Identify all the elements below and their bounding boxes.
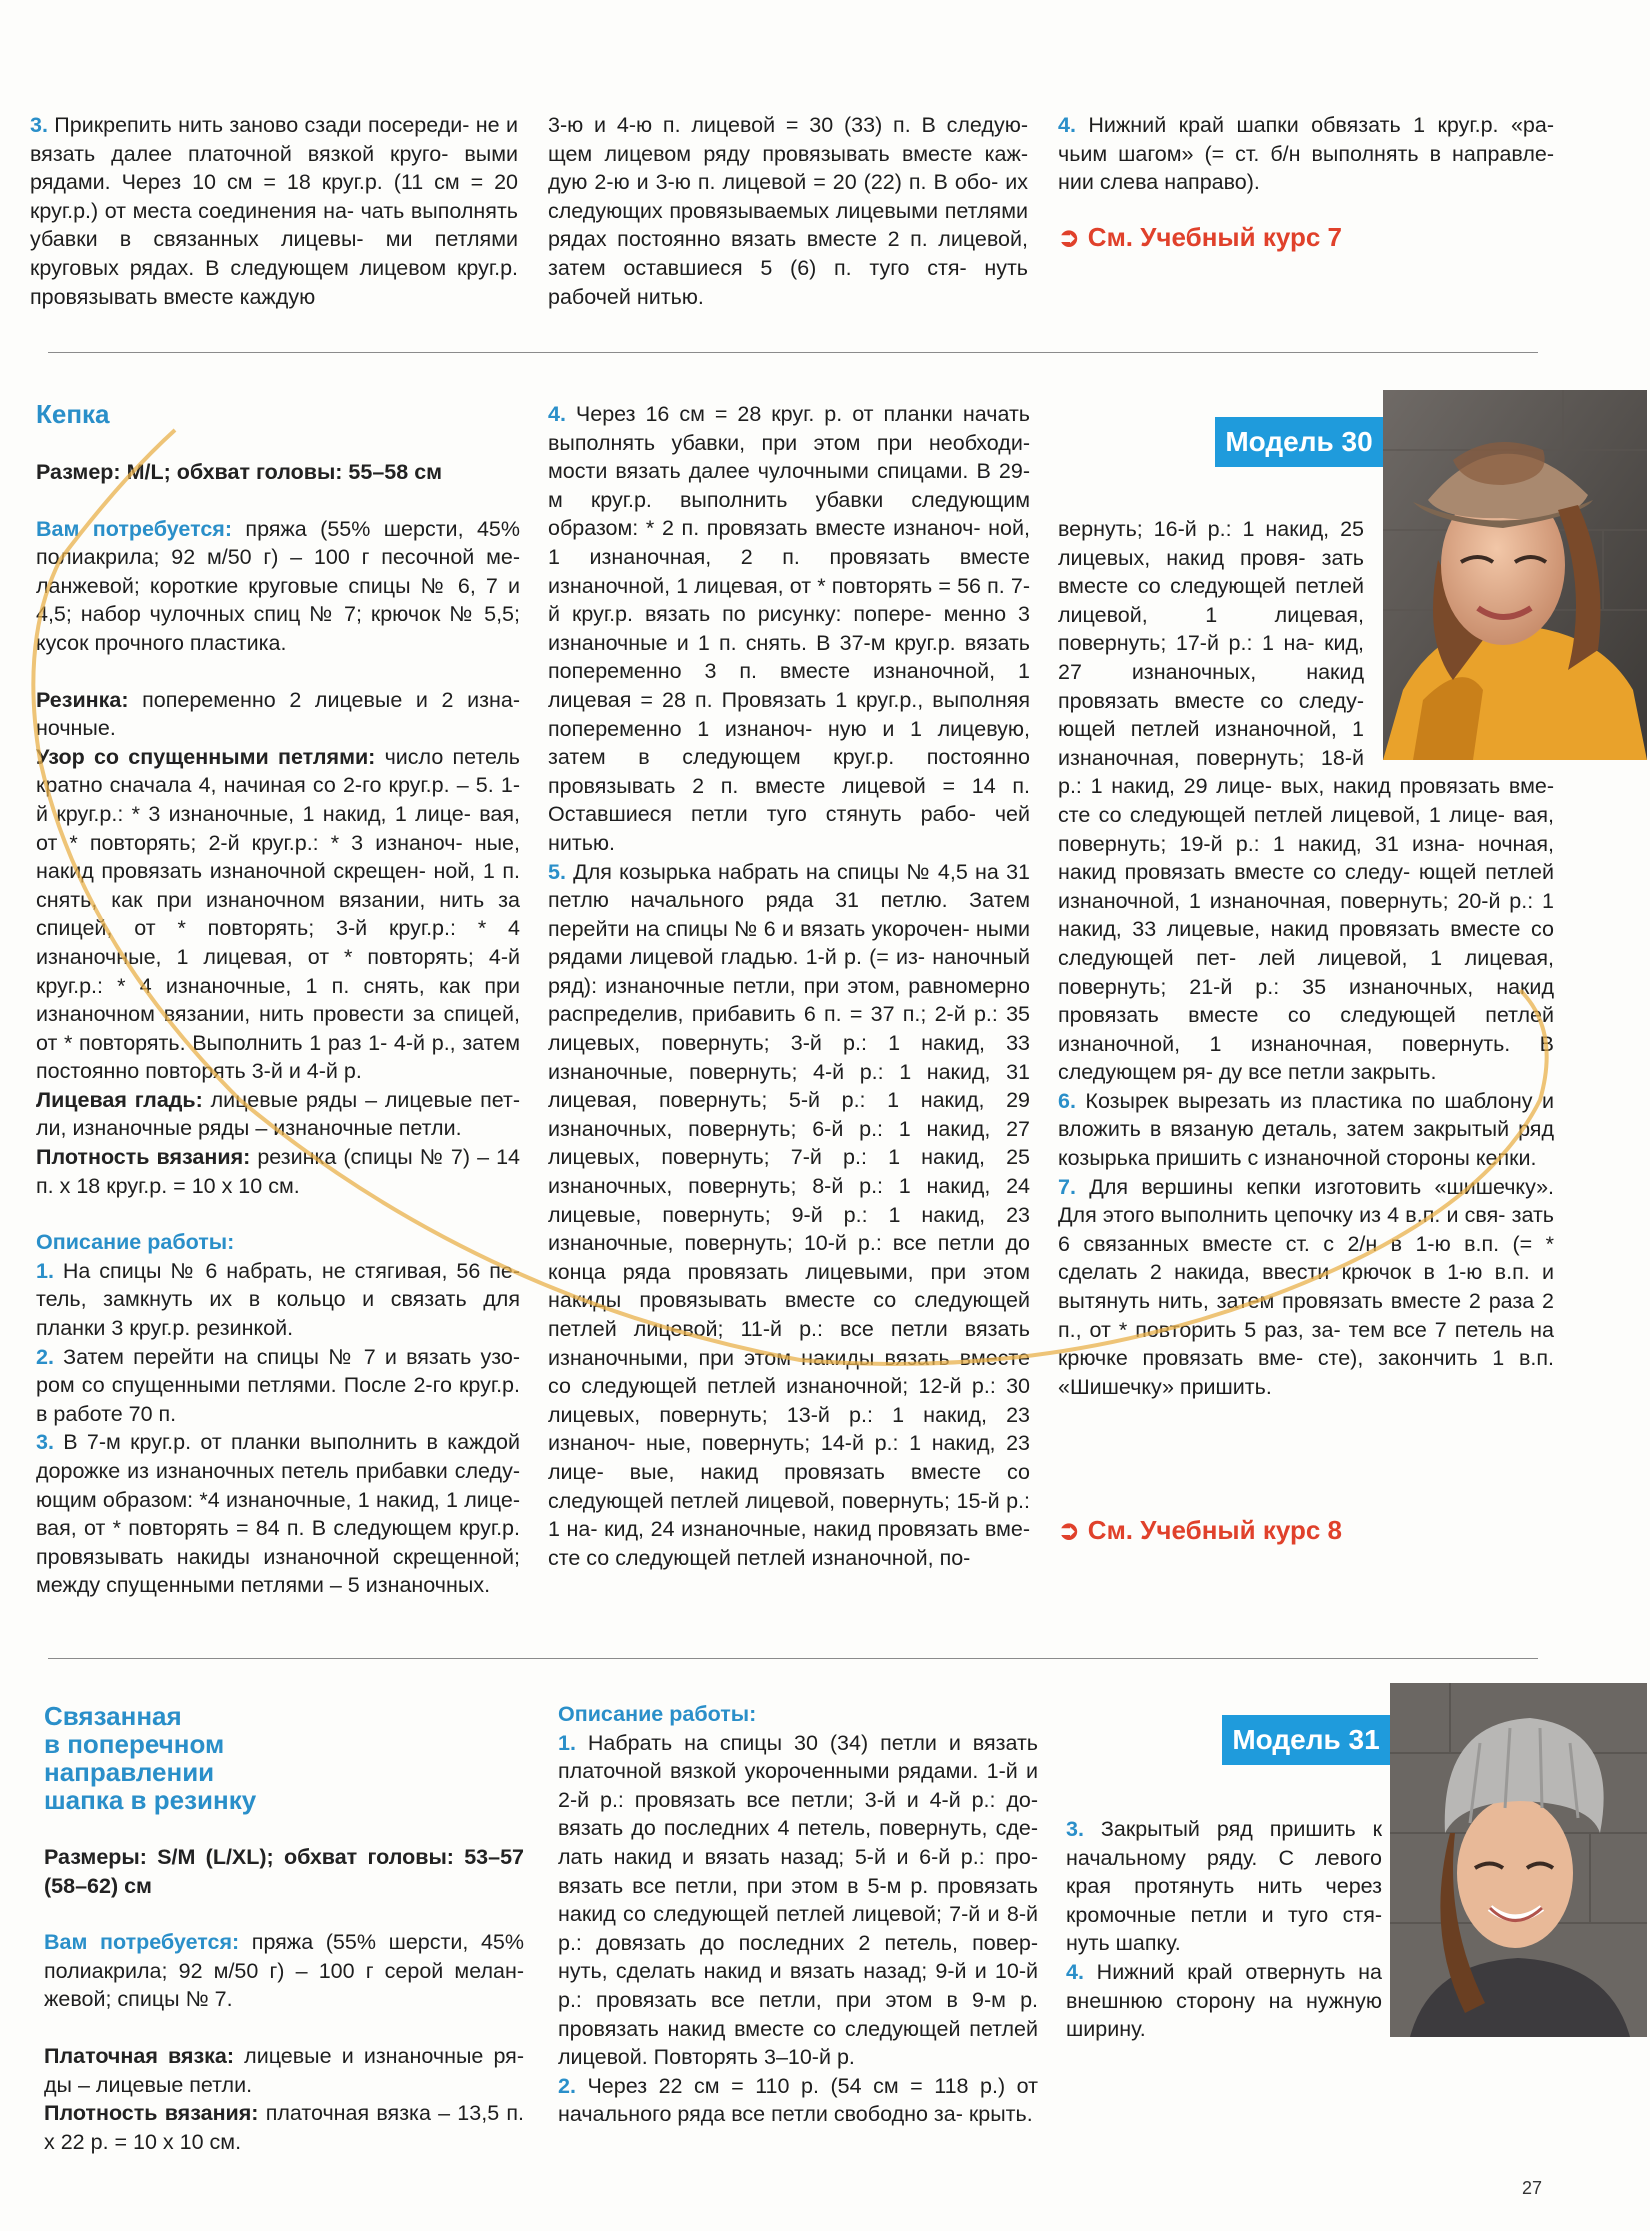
model-31-label: Модель 31 [1222, 1715, 1390, 1765]
hat-step-1: 1. Набрать на спицы 30 (34) петли и вязать платочной вязкой укороченными рядами. 1-й и 2-й р.: провязать все петли; 3-й и 4-й р.: до- вязать до последних 4 петель, повернуть, сде- лать накид и вязать назад; 5-й и 6-й р.: про- вязать все петли, при этом в 5-м р. провязать накид со следующей петлей лицевой; 7-й и 8-й р.: довязать до последних 2 петель, повер- нуть, сделать накид и вязать назад; 9-й и 10-й р.: провязать все петли, при этом в 9-м р. провязать накид вместе со следующей петлей лицевой. Повторять 3–10-й р. [558, 1730, 1038, 2070]
hat-size: Размеры: S/M (L/XL); обхват головы: 53–57 (58–62) см [44, 1845, 524, 1898]
cap-step-3: 3. В 7-м круг.р. от планки выполнить в каждой дорожке из изнаночных петель прибавки следу- ющим образом: *4 изнаночные, 1 накид, 1 лице- вая, от * повторять = 84 п. В следующем круг.р. провязывать накиды изнаночной скрещенной; между спущенными петлями – 5 изнаночных. [36, 1430, 520, 1598]
photo-float-spacer [1364, 515, 1554, 765]
cap-col3-text [1058, 515, 1554, 1087]
hat-work-title: Описание работы: [558, 1702, 757, 1726]
top-col1 [30, 111, 518, 311]
cap-col2 [548, 400, 1030, 1572]
top-step-4: 4. Нижний край шапки обвязать 1 круг.р. «ра- чьим шагом» (= ст. б/н выполнять в направле- нии слева направо). [1058, 113, 1554, 195]
cap-col1 [36, 458, 520, 1600]
hat-step-4: 4. Нижний край отвернуть на внешнюю сторону на нужную ширину. [1066, 1959, 1382, 2042]
cap-step-2: 2. Затем перейти на спицы № 7 и вязать узо- ром со спущенными петлями. После 2-го круг.р. в работе 70 п. [36, 1344, 520, 1426]
hat-step-2: 2. Через 22 см = 110 р. (54 см = 118 р.) от начального ряда все петли свободно за- крыть. [558, 2073, 1038, 2127]
cap-drop-pattern: Узор со спущенными петлями: число петель кратно сначала 4, начиная со 2-го круг.р. – 5. 1-й круг.р.: * 3 изнаночные, 1 накид, 1 лице- вая, от * повторять; 2-й круг.р.: * 3 изнаноч- ные, накид провязать изнаночной скрещен- ной, 1 п. снять, как при изнаночном вязании, нить за спицей, от * повторять; 3-й круг.р.: * 4 изнаночные, 1 лицевая, от * повторять; 4-й круг.р.: * 4 изнаночные, 1 п. снять, как при изнаночном вязании, нить провести за спицей, от * повторять. Выполнить 1 раз 1- 4-й р., затем постоянно повторять 3-й и 4-й р. [36, 744, 521, 1084]
hat-garter: Платочная вязка: лицевые и изнаночные ря- ды – лицевые петли. [44, 2043, 524, 2097]
cap-step-7: 7. Для вершины кепки изготовить «шишечку». Для этого выполнить цепочку из 4 в.п. и свя- зать 6 связанных вместе ст. с 2/н в 1-ю в.п. (= * сделать 2 накида, ввести крючок в 1-ю в.п. и вытянуть нить, затем провязать вместе 2 раза 2 п., от * повторить 5 раз, за- тем все 7 петель на крючке провязать вме- сте), закончить 1 в.п. «Шишечку» пришить. [1058, 1174, 1554, 1399]
cap-rib: Резинка: попеременно 2 лицевые и 2 изна- ночные. [36, 687, 520, 741]
cap-col3-flow: вернуть; 16-й р.: 1 накид, 25 лицевых, накид провя- зать вместе со следующей петлей лицевой, 1 лицевая, повернуть; 17-й р.: 1 на- кид, 27 изнаночных, накид провязать вместе со следу- ющей петлей изнаночной, 1 изнаночная, повернуть; 18-й р.: 1 накид, 29 лице- вых, накид провязать вме- сте со следующей петлей лицевой, 1 лице- вая, повернуть; 19-й р.: 1 накид, 31 изна- ночная, накид провязать вместе со следу- ющей петлей изнаночной, 1 изнаночная, повернуть; 20-й р.: 1 накид, 33 лицевые, накид провязать вместе со следующей пет- лей лицевой, 1 лицевая, повернуть; 21-й р.: 35 изнаночных, накид провязать вместе со следующей петлей изнаночной, 1 изнаночная, повернуть. В следующем ря- ду все петли закрыть. [1058, 517, 1554, 1085]
hat-step-3: 3. Закрытый ряд пришить к начальному ряду. С левого края протянуть нить через кромочные петли и туго стя- нуть шапку. [1066, 1817, 1382, 1956]
divider-top [48, 352, 1538, 353]
top-step-3: 3. Прикрепить нить заново сзади посереди- не и вязать далее платочной вязкой круго- выми рядами. Через 10 см = 18 круг.р. (11 см = 20 круг.р.) от места соединения на- чать выполнять убавки в связанных лицевы- ми петлями круговых рядах. В следующем лицевом круг.р. провязывать вместе каждую [30, 113, 518, 309]
hat-materials: Вам потребуется: пряжа (55% шерсти, 45% полиакрила; 92 м/50 г) – 100 г серой мелан- жевой; спицы № 7. [44, 1930, 524, 2012]
divider-middle [48, 1658, 1538, 1659]
hat-title-line-2: в поперечном [44, 1729, 225, 1759]
hat-col2 [558, 1700, 1038, 2129]
cap-col3 [1058, 515, 1554, 1401]
cap-step-6: 6. Козырек вырезать из пластика по шаблону и вложить в вязаную деталь, затем закрытый ряд козырька пришить с изнаночной стороны кепки. [1058, 1088, 1554, 1171]
cap-work-title: Описание работы: [36, 1230, 235, 1255]
ref-course-8[interactable]: ➲ См. Учебный курс 8 [1058, 1515, 1342, 1545]
arrow-icon: ➲ [1058, 222, 1080, 252]
hat-title-line-1: Связанная [44, 1701, 182, 1731]
cap-title: Кепка [36, 399, 110, 429]
hat-title-line-4: шапка в резинку [44, 1785, 257, 1815]
hat-col1 [44, 1843, 524, 2156]
top-col2-text: 3-ю и 4-ю п. лицевой = 30 (33) п. В следую- щем лицевом ряду провязывать вместе каж- дую 2-ю и 3-ю п. лицевой = 20 (22) п. В обо- их следующих провязываемых лицевыми петлями рядах постоянно вязать вместе 2 п. лицевой, затем оставшиеся 5 (6) п. туго стя- нуть рабочей нитью. [548, 113, 1028, 309]
woman-in-hat-photo [1390, 1683, 1647, 2037]
top-col3 [1058, 111, 1554, 197]
hat-gauge: Плотность вязания: платочная вязка – 13,5 п. x 22 р. = 10 x 10 см. [44, 2101, 524, 2154]
top-col2 [548, 111, 1028, 311]
cap-materials: Вам потребуется: пряжа (55% шерсти, 45% полиакрила; 92 м/50 г) – 100 г песочной ме- ланжевой; короткие круговые спицы № 6, 7 и 4,5; набор чулочных спиц № 7; крючок № 5,5; кусок прочного пластика. [36, 516, 520, 655]
cap-step-4: 4. Через 16 см = 28 круг. р. от планки начать выполнять убавки, при этом при необходи- мости вязать далее чулочными спицами. В 29-м круг.р. выполнить убавки следующим образом: * 2 п. провязать вместе изнаноч- ной, 1 изнаночная, 2 п. провязать вместе изнаночной, 1 лицевая, от * повторять = 56 п. 7-й круг.р. вязать по рисунку: попере- менно 3 изнаночные и 1 п. снять. В 37-м круг.р. вязать попеременно 3 п. вместе изнаночной, 1 лицевая = 28 п. Провязать 1 круг.р., выполняя попеременно 1 изнаноч- ную и 1 лицевую, затем в следующем круг.р. постоянно провязывать 2 п. вместе лицевой = 14 п. Оставшиеся петли туго стянуть рабо- чей нитью. [548, 402, 1030, 855]
model-31-photo [1390, 1683, 1647, 2037]
cap-size: Размер: M/L; обхват головы: 55–58 см [36, 460, 443, 484]
cap-stockinette: Лицевая гладь: лицевые ряды – лицевые пет- ли, изнаночные ряды – изнаночные петли. [36, 1087, 520, 1141]
hat-col3 [1066, 1815, 1382, 2044]
model-30-label: Модель 30 [1215, 417, 1383, 467]
arrow-icon: ➲ [1058, 1515, 1080, 1545]
cap-step-1: 1. На спицы № 6 набрать, не стягивая, 56 пе- тель, замкнуть их в кольцо и связать для планки 3 круг.р. резинкой. [36, 1258, 520, 1341]
hat-title [44, 1702, 256, 1814]
hat-title-line-3: направлении [44, 1757, 215, 1787]
cap-gauge: Плотность вязания: резинка (спицы № 7) – 14 п. x 18 круг.р. = 10 x 10 см. [36, 1145, 521, 1198]
cap-step-5: 5. Для козырька набрать на спицы № 4,5 на 31 петлю начального ряда 31 петлю. Затем перейти на спицы № 6 и вязать укорочен- ными рядами лицевой гладью. 1-й р. (= из- наночный ряд): изнаночные петли, при этом, равномерно распределив, прибавить 6 п. = 37 п.; 2-й р.: 35 лицевых, повернуть; 3-й р.: 1 накид, 33 изнаночные, повернуть; 4-й р.: 1 накид, 31 лицевая, повернуть; 5-й р.: 1 накид, 29 изнаночных, повернуть; 6-й р.: 1 накид, 27 лицевых, повернуть; 7-й р.: 1 накид, 25 изнаночных, повернуть; 8-й р.: 1 накид, 24 лицевые, повернуть; 9-й р.: 1 накид, 23 изнаночные, повернуть; 10-й р.: все петли до конца ряда провязать лицевыми, при этом накиды провязывать вместе со следующей петлей лицевой; 11-й р.: все петли вязать изнаночными, при этом накиды вязать вместе со следующей петлей изнаночной; 12-й р.: 30 лицевых, повернуть; 13-й р.: 1 накид, 23 изнаноч- ные, повернуть; 14-й р.: 1 накид, 23 лице- вые, накид провязать вместе со следующей петлей лицевой, повернуть; 15-й р.: 1 на- кид, 24 изнаночные, накид провязать вме- сте со следующей петлей изнаночной, по- [548, 859, 1030, 1570]
page-number: 27 [1522, 2178, 1543, 2198]
ref-course-7[interactable]: ➲ См. Учебный курс 7 [1058, 222, 1342, 252]
